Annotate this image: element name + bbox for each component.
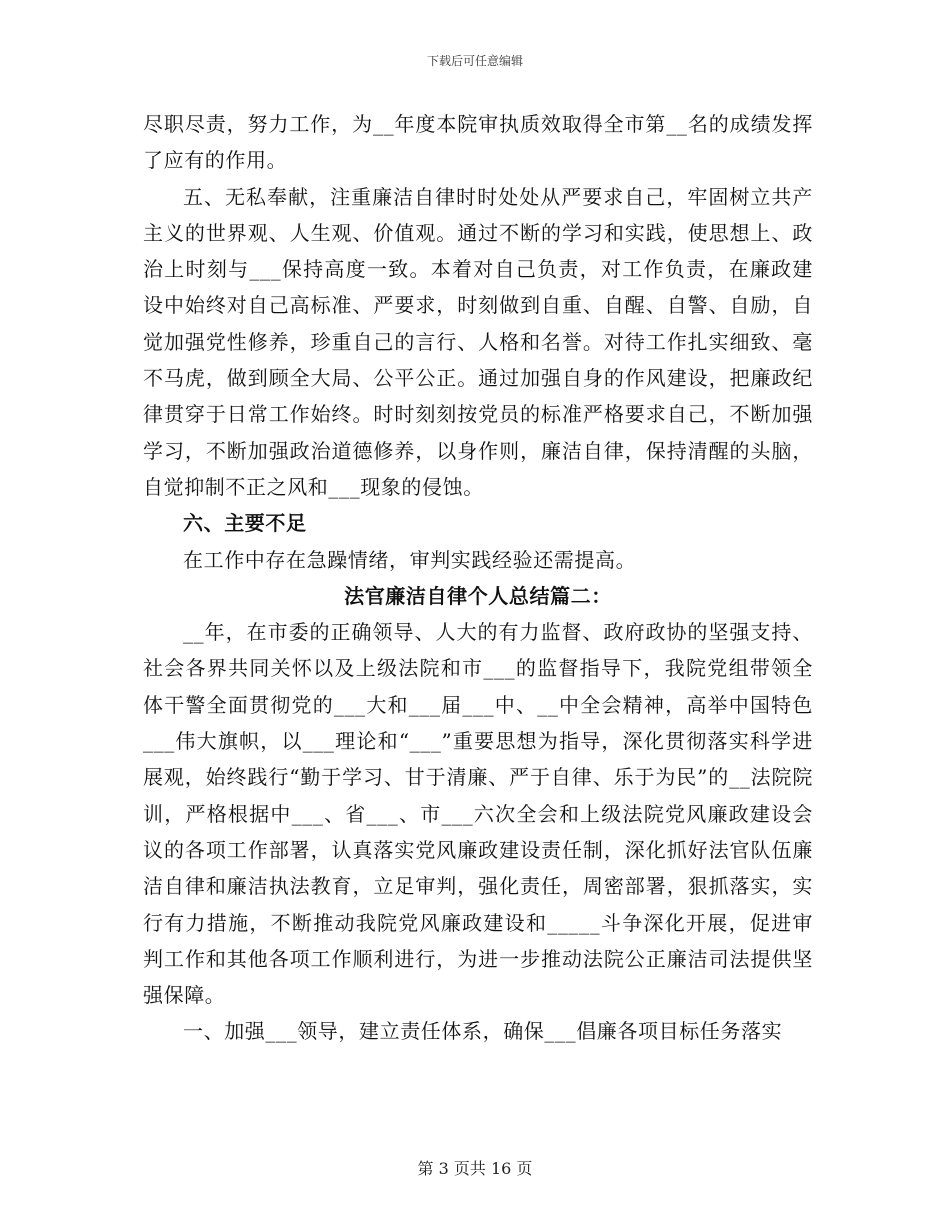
- document-body: [143, 106, 813, 1050]
- paragraph-section-five: 五、无私奉献，注重廉洁自律时时处处从严要求自己，牢固树立共产主义的世界观、人生观、价值观。通过不断的学习和实践，使思想上、政治上时刻与___保持高度一致。本着对自己负责，对工作负责，在廉政建设中始终对自己高标准、严要求，时刻做到自重、自醒、自警、自励，自觉加强党性修养，珍重自己的言行、人格和名誉。对待工作扎实细致、毫不马虎，做到顾全大局、公平公正。通过加强自身的作风建设，把廉政纪律贯穿于日常工作始终。时时刻刻按党员的标准严格要求自己，不断加强学习，不断加强政治道德修养，以身作则，廉洁自律，保持清醒的头脑，自觉抑制不正之风和___现象的侵蚀。: [143, 184, 813, 499]
- section-title: 法官廉洁自律个人总结篇二：: [344, 583, 612, 608]
- page-footer: 第 3 页共 16 页: [417, 1159, 533, 1178]
- page-header: 下载后可任意编辑: [426, 54, 523, 68]
- paragraph-summary-intro: __年，在市委的正确领导、人大的有力监督、政府政协的坚强支持、社会各界共同关怀以及上级法院和市___的监督指导下，我院党组带领全体干警全面贯彻党的___大和___届___中、__中全会精神，高举中国特色___伟大旗帜，以___理论和“___”重要思想为指导，深化贯彻落实科学进展观，始终践行“勤于学习、甘于清廉、严于自律、乐于为民”的__法院院训，严格根据中___、省___、市___六次全会和上级法院党风廉政建设会议的各项工作部署，认真落实党风廉政建设责任制，深化抓好法官队伍廉洁自律和廉洁执法教育，立足审判，强化责任，周密部署，狠抓落实，实行有力措施，不断推动我院党风廉政建设和_____斗争深化开展，促进审判工作和其他各项工作顺利进行，为进一步推动法院公正廉洁司法提供坚强保障。: [143, 620, 813, 1008]
- paragraph-shortcomings: 在工作中存在急躁情绪，审判实践经验还需提高。: [183, 547, 637, 572]
- paragraph-section-one: 一、加强___领导，建立责任体系，确保___倡廉各项目标任务落实: [183, 1019, 783, 1044]
- heading-section-six: 六、主要不足: [183, 511, 307, 536]
- paragraph-continuation: 尽职尽责，努力工作，为__年度本院审执质效取得全市第__名的成绩发挥了应有的作用。: [143, 112, 813, 173]
